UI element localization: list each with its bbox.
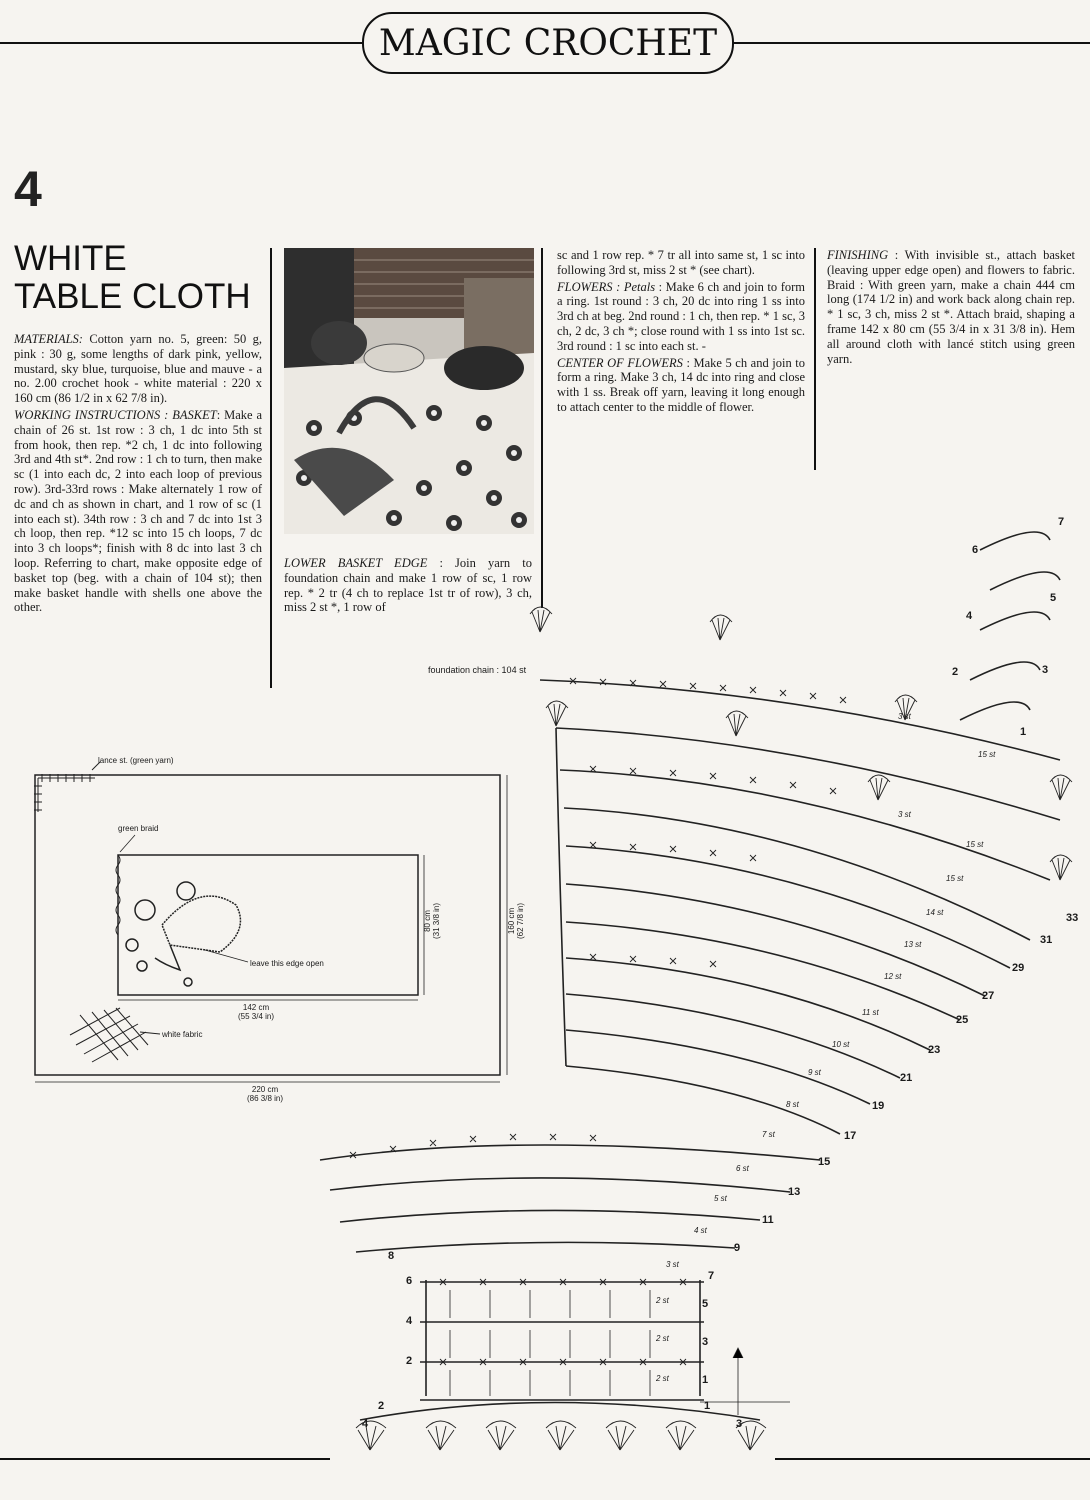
footer-rule-right (775, 1458, 1090, 1460)
inner-width-cm: 142 cm (242, 1003, 270, 1012)
foundation-chain-label: foundation chain : 104 st (428, 665, 527, 675)
bottom-row-number: 1 (704, 1400, 711, 1412)
chart-row-number: 23 (928, 1044, 941, 1056)
chart-row-number-left: 8 (388, 1250, 395, 1262)
col3-continuation: sc and 1 row rep. * 7 tr all into same st, 1 sc into following 3rd st, miss 2 st * (see chart). (557, 248, 805, 277)
chart-row-number: 17 (844, 1130, 857, 1142)
lower-edge-label: LOWER BASKET EDGE (284, 556, 428, 570)
inner-width-in: (55 3/4 in) (237, 1012, 275, 1021)
materials-label: MATERIALS: (14, 332, 83, 346)
lance-stitch-label: lance st. (green yarn) (98, 756, 174, 765)
chart-row-number: 19 (872, 1100, 885, 1112)
stitch-count-label: 15 st (978, 750, 996, 759)
outer-height-in: (62 7/8 in) (516, 902, 525, 940)
chart-row-number: 9 (734, 1242, 741, 1254)
title-line-1: WHITE (14, 239, 127, 278)
stitch-count-label: 5 st (714, 1194, 727, 1203)
center-text: : Make 5 ch and join to form a ring. Make 3 ch, 14 dc into ring and close with 1 ss. Break off yarn, leaving it long enough to attach center to the middle of flower. (557, 355, 806, 414)
stitch-count-label: 13 st (904, 940, 922, 949)
inner-height-cm: 80 cm (423, 910, 432, 932)
stitch-count-label: 10 st (832, 1040, 850, 1049)
open-edge-label: leave this edge open (250, 959, 324, 968)
chart-row-number: 11 (762, 1214, 774, 1226)
chart-row-number: 27 (982, 990, 995, 1002)
handle-row-number: 6 (972, 544, 979, 556)
chart-row-number: 3 (702, 1336, 709, 1348)
white-fabric-label: white fabric (162, 1030, 203, 1039)
stitch-count-label: 2 st (656, 1374, 669, 1383)
bottom-row-number: 4 (362, 1418, 369, 1430)
handle-row-number: 2 (952, 666, 959, 678)
stitch-count-label: 3 st (666, 1260, 679, 1269)
chart-row-number: 21 (900, 1072, 913, 1084)
magazine-title: MAGIC CROCHET (378, 22, 718, 64)
chart-row-number: 33 (1066, 912, 1079, 924)
handle-row-number: 4 (966, 610, 973, 622)
stitch-count-label: 9 st (808, 1068, 821, 1077)
working-label: WORKING INSTRUCTIONS : BASKET (14, 407, 217, 422)
stitch-count-label: 12 st (884, 972, 902, 981)
stitch-count-label: 2 st (656, 1334, 669, 1343)
handle-row-number: 3 (1042, 664, 1049, 676)
flowers-label: FLOWERS : Petals (557, 279, 656, 294)
finishing-text: : With invisible st., attach basket (leaving upper edge open) and flowers to fabric. Braid : With green yarn, make a chain 444 cm long (174 1/2 in) and work back along chain rep. * 1 sc, 3 ch, miss 2 st *. Attach braid, shaping a frame 142 x 80 cm (55 3/4 in x 31 3/8 in). Hem all around cloth with lancé stitch using green yarn. (827, 248, 1076, 366)
stitch-count-label: 4 st (694, 1226, 707, 1235)
outer-width-cm: 220 cm (251, 1085, 279, 1094)
materials-text: Cotton yarn no. 5, green: 50 g, pink : 30 g, some lengths of dark pink, yellow, mustard, sky blue, turquoise, blue and mauve - a no. 2.00 crochet hook - white material : 220 x 160 cm (86 1/2 in x 62 7/8 in). (14, 332, 263, 406)
stitch-count-label: 11 st (862, 1008, 879, 1017)
footer-rule-left (0, 1458, 330, 1460)
finishing-label: FINISHING (827, 248, 889, 262)
chart-row-number: 25 (956, 1014, 969, 1026)
bottom-row-number: 2 (378, 1400, 385, 1412)
stitch-count-label: 15 st (946, 874, 964, 883)
chart-row-number: 31 (1040, 934, 1053, 946)
center-label: CENTER OF FLOWERS (557, 355, 683, 370)
flowers-text: : Make 6 ch and join to form a ring. 1st round : 3 ch, 20 dc into ring 1 ss into 3rd ch at beg. 2nd round : 1 ch, then rep. * 1 sc, 3 ch, 2 dc, 3 ch *; close round with 1 ss into 1st sc. 3rd round : 1 sc into each st. - (557, 279, 805, 353)
chart-row-number: 15 (818, 1156, 831, 1168)
chart-row-number-left: 2 (406, 1355, 413, 1367)
bottom-row-number: 3 (736, 1418, 743, 1430)
chart-row-number: 5 (702, 1298, 709, 1310)
stitch-count-label: 3 st (898, 810, 911, 819)
stitch-count-label: 8 st (786, 1100, 799, 1109)
green-braid-label: green braid (118, 824, 159, 833)
stitch-count-label: 2 st (656, 1296, 669, 1305)
working-text: : Make a chain of 26 st. 1st row : 3 ch, 1 dc into 5th st from hook, then rep. *2 ch, 1 dc into following 3rd and 4th st*. 2nd row : 1 ch to turn, then make sc (1 into each dc, 2 into each loop of previous row). 3rd-33rd rows : Make alternately 1 row of dc and ch as shown in chart, and 1 row of sc (1 into each st). 34th row : 3 ch and 7 dc into 1st 3 ch loop, then rep. *12 sc into 15 ch loops, 7 dc into 3 ch loops*; finish with 8 dc into last 3 ch loop. Referring to chart, make opposite edge of basket top (beg. with a chain of 104 st); then make basket handle with shells one above the other. (14, 407, 262, 615)
handle-row-number: 7 (1058, 516, 1065, 528)
chart-row-number: 29 (1012, 962, 1025, 974)
chart-row-number-left: 4 (406, 1315, 413, 1327)
stitch-count-label: 15 st (966, 840, 984, 849)
stitch-count-label: 14 st (926, 908, 944, 917)
handle-row-number: 5 (1050, 592, 1057, 604)
lower-edge-text: : Join yarn to foundation chain and make 1 row of sc, 1 row rep. * 2 tr (4 ch to replace 1st tr of row), 3 ch, miss 2 st *, 1 row of (284, 556, 532, 615)
chart-row-number: 1 (702, 1374, 709, 1386)
stitch-count-label: 7 st (762, 1130, 775, 1139)
stitch-count-label: 6 st (736, 1164, 749, 1173)
outer-height-cm: 160 cm (507, 907, 516, 935)
chart-row-number: 7 (708, 1270, 715, 1282)
chart-row-number: 13 (788, 1186, 801, 1198)
inner-height-in: (31 3/8 in) (432, 902, 441, 940)
stitch-count-label: 3 st (898, 712, 911, 721)
chart-row-number-left: 6 (406, 1275, 413, 1287)
outer-width-in: (86 3/8 in) (246, 1094, 284, 1103)
title-line-2: TABLE CLOTH (14, 277, 251, 316)
handle-row-number: 1 (1020, 726, 1027, 738)
article-number: 4 (14, 161, 42, 217)
